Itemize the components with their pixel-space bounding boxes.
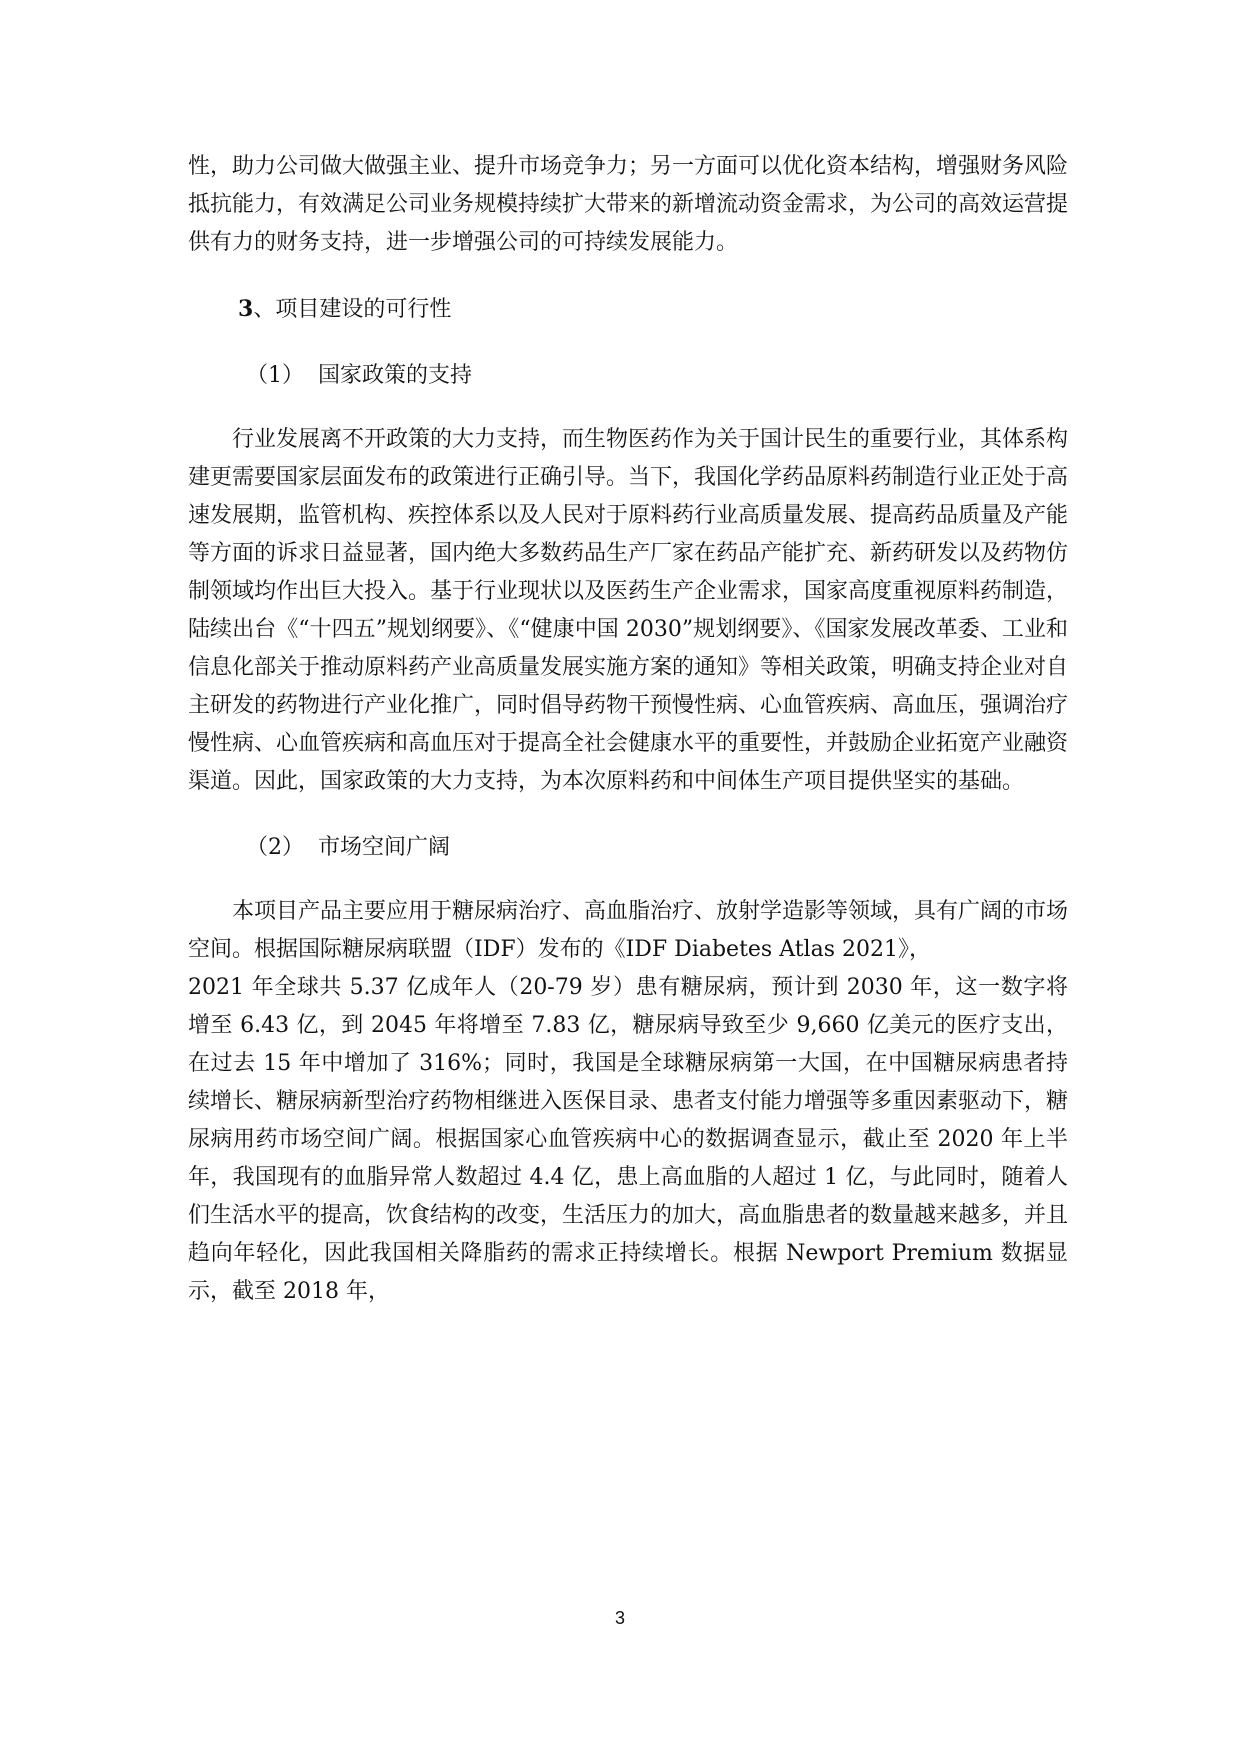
subheading-market [188,829,1068,867]
subheading-policy-number: （1） [246,363,304,388]
intro-paragraph: 性，助力公司做大做强主业、提升市场竞争力；另一方面可以优化资本结构，增强财务风险抵抗能力，有效满足公司业务规模持续扩大带来的新增流动资金需求，为公司的高效运营提供有力的财务支持，进一步增强公司的可持续发展能力。 [188,154,1069,255]
section-heading-number: 3 [238,296,254,322]
market-paragraph-part1: 本项目产品主要应用于糖尿病治疗、高血脂治疗、放射学造影等领域，具有广阔的市场空间。根据国际糖尿病联盟（IDF）发布的《IDF Diabetes Atlas 2021》， [188,899,1069,962]
section-heading-text: 、项目建设的可行性 [253,297,452,322]
section-heading [188,290,1068,329]
page-content [188,148,1068,1311]
subheading-market-number: （2） [246,835,304,860]
subheading-policy-text: 国家政策的支持 [318,363,473,388]
page-number: 3 [614,1608,625,1628]
market-paragraph-part2: 2021 年全球共 5.37 亿成年人（20-79 岁）患有糖尿病，预计到 2030 年，这一数字将增至 6.43 亿，到 2045 年将增至 7.83 亿，糖尿病导致至少 9,660 亿美元的医疗支出，在过去 15 年中增加了 316%；同时，我国是全球糖尿病第一大国，在中国糖尿病患者持续增长、糖尿病新型治疗药物相继进入医保目录、患者支付能力增强等多重因素驱动下，糖尿病用药市场空间广阔。根据国家心血管疾病中心的数据调查显示，截止至 2020 年上半年，我国现有的血脂异常人数超过 4.4 亿，患上高血脂的人超过 1 亿，与此同时，随着人们生活水平的提高，饮食结构的改变，生活压力的加大，高血脂患者的数量越来越多，并且趋向年轻化，因此我国相关降脂药的需求正持续增长。根据 Newport Premium 数据显示，截至 2018 年， [188,975,1069,1304]
subheading-policy [188,357,1068,395]
subheading-market-text: 市场空间广阔 [318,835,451,860]
policy-paragraph: 行业发展离不开政策的大力支持，而生物医药作为关于国计民生的重要行业，其体系构建更需要国家层面发布的政策进行正确引导。当下，我国化学药品原料药制造行业正处于高速发展期，监管机构、疾控体系以及人民对于原料药行业高质量发展、提高药品质量及产能等方面的诉求日益显著，国内绝大多数药品生产厂家在药品产能扩充、新药研发以及药物仿制领域均作出巨大投入。基于行业现状以及医药生产企业需求，国家高度重视原料药制造，陆续出台《“十四五”规划纲要》、《“健康中国 2030”规划纲要》、《国家发展改革委、工业和信息化部关于推动原料药产业高质量发展实施方案的通知》等相关政策，明确支持企业对自主研发的药物进行产业化推广，同时倡导药物干预慢性病、心血管疾病、高血压，强调治疗慢性病、心血管疾病和高血压对于提高全社会健康水平的重要性，并鼓励企业拓宽产业融资渠道。因此，国家政策的大力支持，为本次原料药和中间体生产项目提供坚实的基础。 [188,427,1069,794]
